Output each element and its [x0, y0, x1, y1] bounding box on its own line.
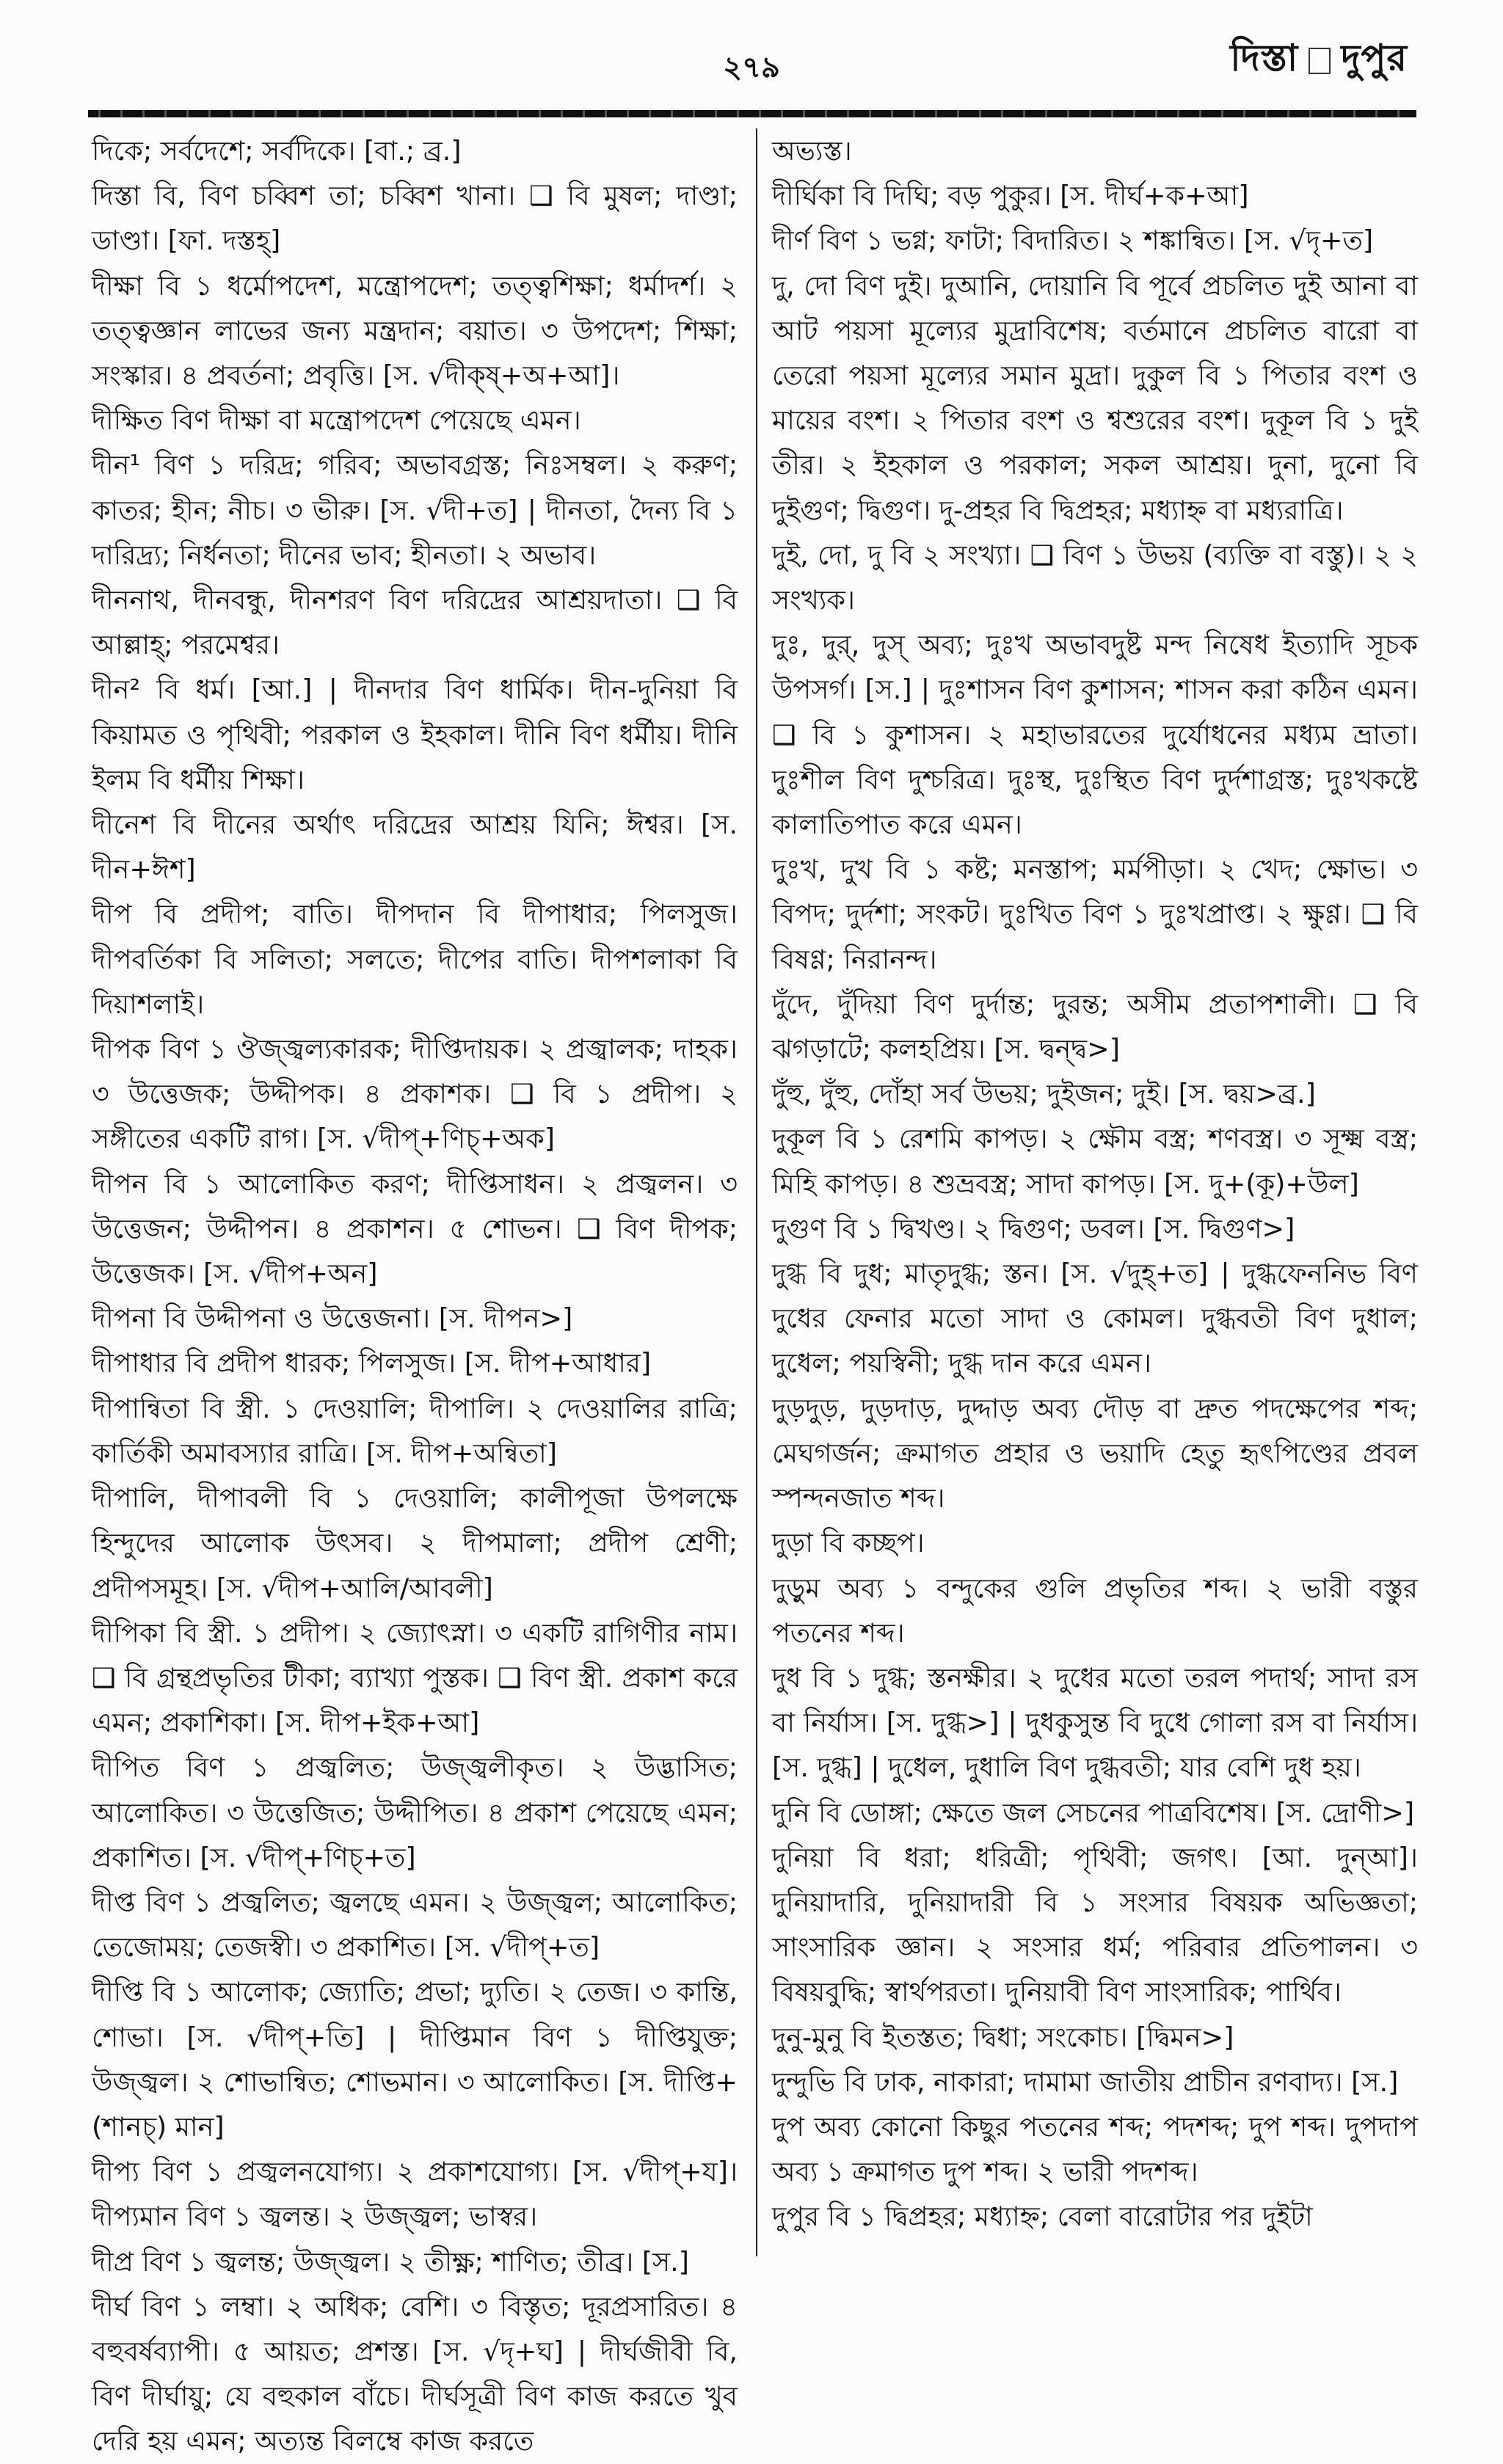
dictionary-entry: দীপ্র বিণ ১ জ্বলন্ত; উজ্জ্বল। ২ তীক্ষ্ণ; শাণিত; তীব্র। [স.] — [92, 2245, 689, 2278]
dictionary-entry: দীপন বি ১ আলোকিত করণ; দীপ্তিসাধন। ২ প্রজ্বলন। ৩ উত্তেজন; উদ্দীপন। ৪ প্রকাশন। ৫ শোভন। ❑ বিণ দীপক; উত্তেজক। [স. √দীপ+অন] — [92, 1167, 738, 1290]
running-head — [1230, 31, 1408, 92]
dictionary-entry: দুঁহু, দুঁহু, দোঁহা সর্ব উভয়; দুইজন; দুই। [স. দ্বয়>ব্র.] — [772, 1078, 1316, 1110]
dictionary-entry: দীননাথ, দীনবন্ধু, দীনশরণ বিণ দরিদ্রের আশ্রয়দাতা। ❑ বি আল্লাহ্; পরমেশ্বর। — [92, 584, 738, 661]
dictionary-entry: দীপ্ত বিণ ১ প্রজ্বলিত; জ্বলছে এমন। ২ উজ্জ্বল; আলোকিত; তেজোময়; তেজস্বী। ৩ প্রকাশিত। [স. √দীপ্+ত] — [92, 1886, 738, 1964]
page-number: ২৭৯ — [723, 51, 780, 84]
dictionary-entry: দীপান্বিতা বি স্ত্রী. ১ দেওয়ালি; দীপালি। ২ দেওয়ালির রাত্রি; কার্তিকী অমাবস্যার রাত্রি। [স. দীপ+অন্বিতা] — [92, 1392, 738, 1469]
dictionary-entry: দুনু-মুনু বি ইতস্তত; দ্বিধা; সংকোচ। [দ্বিমন>] — [772, 2021, 1234, 2053]
dictionary-entry: দীপাধার বি প্রদীপ ধারক; পিলসুজ। [স. দীপ+আধার] — [92, 1347, 652, 1379]
dictionary-entry: দীপক বিণ ১ ঔজ্জ্বল্যকারক; দীপ্তিদায়ক। ২ প্রজ্বালক; দাহক। ৩ উত্তেজক; উদ্দীপক। ৪ প্রকাশক। ❑ বি ১ প্রদীপ। ২ সঙ্গীতের একটি রাগ। [স. √দীপ্+ণিচ্+অক] — [92, 1033, 738, 1155]
dictionary-entry: দীর্ঘিকা বি দিঘি; বড় পুকুর। [স. দীর্ঘ+ক+আ] — [772, 180, 1249, 212]
dictionary-entry: দীক্ষিত বিণ দীক্ষা বা মন্ত্রোপদেশ পেয়েছে এমন। — [92, 404, 581, 437]
dictionary-entry: দুড়া বি কচ্ছপ। — [772, 1527, 925, 1559]
dictionary-entry: দীন² বি ধর্ম। [আ.] | দীনদার বিণ ধার্মিক। দীন-দুনিয়া বি কিয়ামত ও পৃথিবী; পরকাল ও ইহকাল। দীনি বিণ ধর্মীয়। দীনি ইলম বি ধর্মীয় শিক্ষা। — [92, 674, 738, 795]
dictionary-entry: দুকূল বি ১ রেশমি কাপড়। ২ ক্ষৌম বস্ত্র; শণবস্ত্র। ৩ সূক্ষ্ম বস্ত্র; মিহি কাপড়। ৪ শুভ্রবস্ত্র; সাদা কাপড়। [স. দু+(কূ)+উল] — [772, 1123, 1418, 1200]
dictionary-entry: দীপালি, দীপাবলী বি ১ দেওয়ালি; কালীপূজা উপলক্ষে হিন্দুদের আলোক উৎসব। ২ দীপমালা; প্রদীপ শ্রেণী; প্রদীপসমূহ। [স. √দীপ+আলি/আবলী] — [92, 1482, 738, 1604]
dictionary-entry: দুগুণ বি ১ দ্বিখণ্ড। ২ দ্বিগুণ; ডবল। [স. দ্বিগুণ>] — [772, 1212, 1295, 1244]
first-guide-word: দিস্তা — [1230, 37, 1299, 79]
column-divider — [756, 128, 757, 2256]
dictionary-entry: দুনিয়া বি ধরা; ধরিত্রী; পৃথিবী; জগৎ। [আ. দুন্‌আ]। দুনিয়াদারি, দুনিয়াদারী বি ১ সংসার বিষয়ক অভিজ্ঞতা; সাংসারিক জ্ঞান। ২ সংসার ধর্ম; পরিবার প্রতিপালন। ৩ বিষয়বুদ্ধি; স্বার্থপরতা। দুনিয়াবী বিণ সাংসারিক; পার্থিব। — [772, 1841, 1418, 2008]
dictionary-entry: দীর্ঘ বিণ ১ লম্বা। ২ অধিক; বেশি। ৩ বিস্তৃত; দূরপ্রসারিত। ৪ বহুবর্ষব্যাপী। ৫ আয়ত; প্রশস্ত। [স. √দৃ+ঘ] | দীর্ঘজীবী বি, বিণ দীর্ঘায়ু; যে বহুকাল বাঁচে। দীর্ঘসূত্রী বিণ কাজ করতে খুব দেরি হয় এমন; অত্যন্ত বিলম্বে কাজ করতে — [92, 2290, 738, 2457]
dictionary-entry: দীপনা বি উদ্দীপনা ও উত্তেজনা। [স. দীপন>] — [92, 1302, 573, 1335]
dictionary-entry: দুঁদে, দুঁদিয়া বিণ দুর্দান্ত; দুরন্ত; অসীম প্রতাপশালী। ❑ বি ঝগড়াটে; কলহপ্রিয়। [স. দ্বন্দ্ব>] — [772, 988, 1418, 1065]
dictionary-entry: দু, দো বিণ দুই। দুআনি, দোয়ানি বি পূর্বে প্রচলিত দুই আনা বা আট পয়সা মূল্যের মুদ্রাবিশেষ; বর্তমানে প্রচলিত বারো বা তেরো পয়সা মূল্যের সমান মুদ্রা। দুকুল বি ১ পিতার বংশ ও মায়ের বংশ। ২ পিতার বংশ ও শ্বশুরের বংশ। দুকূল বি ১ দুই তীর। ২ ইহকাল ও পরকাল; সকল আশ্রয়। দুনা, দুনো বি দুইগুণ; দ্বিগুণ। দু-প্রহর বি দ্বিপ্রহর; মধ্যাহ্ন বা মধ্যরাত্রি। — [772, 269, 1418, 526]
dictionary-entry: দুনি বি ডোঙ্গা; ক্ষেতে জল সেচনের পাত্রবিশেষ। [স. দ্রোণী>] — [772, 1796, 1415, 1829]
last-guide-word: দুপুর — [1341, 37, 1408, 79]
dictionary-entry: দীপ্তি বি ১ আলোক; জ্যোতি; প্রভা; দ্যুতি। ২ তেজ। ৩ কান্তি, শোভা। [স. √দীপ্+তি] | দীপ্তিমান বিণ ১ দীপ্তিযুক্ত; উজ্জ্বল। ২ শোভান্বিত; শোভমান। ৩ আলোকিত। [স. দীপ্তি+(শানচ্) মান] — [92, 1976, 738, 2143]
dictionary-entry: দীনেশ বি দীনের অর্থাৎ দরিদ্রের আশ্রয় যিনি; ঈশ্বর। [স. দীন+ঈশ] — [92, 809, 738, 886]
header-rule — [88, 110, 1416, 117]
dictionary-entry: দুধ বি ১ দুগ্ধ; স্তনক্ষীর। ২ দুধের মতো তরল পদার্থ; সাদা রস বা নির্যাস। [স. দুগ্ধ>] | দুধকুসুন্ত বি দুধে গোলা রস বা নির্যাস। [স. দুগ্ধ] | দুধেল, দুধালি বিণ দুগ্ধবতী; যার বেশি দুধ হয়। — [772, 1661, 1418, 1784]
dictionary-entry: দুঃখ, দুখ বি ১ কষ্ট; মনস্তাপ; মর্মপীড়া। ২ খেদ; ক্ষোভ। ৩ বিপদ; দুর্দশা; সংকট। দুঃখিত বিণ ১ দুঃখপ্রাপ্ত। ২ ক্ষুণ্ণ। ❑ বি বিষণ্ণ; নিরানন্দ। — [772, 853, 1418, 975]
separator-box-icon — [1309, 48, 1331, 74]
dictionary-entry: দুন্দুভি বি ঢাক, নাকারা; দামামা জাতীয় প্রাচীন রণবাদ্য। [স.] — [772, 2066, 1399, 2098]
dictionary-entry: দীপিকা বি স্ত্রী. ১ প্রদীপ। ২ জ্যোৎস্না। ৩ একটি রাগিণীর নাম। ❑ বি গ্রন্থপ্রভৃতির টীকা; ব্যাখ্যা পুস্তক। ❑ বিণ স্ত্রী. প্রকাশ করে এমন; প্রকাশিকা। [স. দীপ+ইক+আ] — [92, 1616, 738, 1739]
dictionary-entry: দীন¹ বিণ ১ দরিদ্র; গরিব; অভাবগ্রস্ত; নিঃসম্বল। ২ করুণ; কাতর; হীন; নীচ। ৩ ভীরু। [স. √দী+ত] | দীনতা, দৈন্য বি ১ দারিদ্র্য; নির্ধনতা; দীনের ভাব; হীনতা। ২ অভাব। — [92, 449, 738, 571]
dictionary-entry: দুগ্ধ বি দুধ; মাতৃদুগ্ধ; স্তন। [স. √দুহ্+ত] | দুগ্ধফেননিভ বিণ দুধের ফেনার মতো সাদা ও কোমল। দুগ্ধবতী বিণ দুধাল; দুধেল; পয়স্বিনী; দুগ্ধ দান করে এমন। — [772, 1258, 1418, 1379]
dictionary-entry: দীপিত বিণ ১ প্রজ্বলিত; উজ্জ্বলীকৃত। ২ উদ্ভাসিত; আলোকিত। ৩ উত্তেজিত; উদ্দীপিত। ৪ প্রকাশ পেয়েছে এমন; প্রকাশিত। [স. √দীপ্+ণিচ্+ত] — [92, 1752, 738, 1873]
dictionary-entry: দুড়ুম অব্য ১ বন্দুকের গুলি প্রভৃতির শব্দ। ২ ভারী বস্তুর পতনের শব্দ। — [772, 1572, 1418, 1649]
left-column — [92, 128, 738, 2457]
dictionary-entry: দিস্তা বি, বিণ চব্বিশ তা; চব্বিশ খানা। ❑ বি মুষল; দাণ্ডা; ডাণ্ডা। [ফা. দস্তহ্] — [92, 180, 738, 257]
dictionary-entry: দীক্ষা বি ১ ধর্মোপদেশ, মন্ত্রোপদেশ; তত্ত্বশিক্ষা; ধর্মাদর্শ। ২ তত্ত্বজ্ঞান লাভের জন্য মন্ত্রদান; বয়াত। ৩ উপদেশ; শিক্ষা; সংস্কার। ৪ প্রবর্তনা; প্রবৃত্তি। [স. √দীক্ষ্+অ+আ]। — [92, 269, 738, 392]
dictionary-entry: দুপ অব্য কোনো কিছুর পতনের শব্দ; পদশব্দ; দুপ শব্দ। দুপদাপ অব্য ১ ক্রমাগত দুপ শব্দ। ২ ভারী পদশব্দ। — [772, 2110, 1418, 2188]
dictionary-entry: দীপ বি প্রদীপ; বাতি। দীপদান বি দীপাধার; পিলসুজ। দীপবর্তিকা বি সলিতা; সলতে; দীপের বাতি। দীপশলাকা বি দিয়াশলাই। — [92, 898, 738, 1020]
dictionary-entry: দিকে; সর্বদেশে; সর্বদিকে। [বা.; ব্র.] — [92, 135, 462, 167]
right-column — [772, 128, 1418, 2256]
dictionary-entry: দীর্ণ বিণ ১ ভগ্ন; ফাটা; বিদারিত। ২ শঙ্কান্বিত। [স. √দৃ+ত] — [772, 225, 1374, 257]
dictionary-entry: অভ্যস্ত। — [772, 135, 852, 167]
dictionary-entry: দুই, দো, দু বি ২ সংখ্যা। ❑ বিণ ১ উভয় (ব্যক্তি বা বস্তু)। ২ ২ সংখ্যক। — [772, 539, 1418, 616]
dictionary-entry: দীপ্য বিণ ১ প্রজ্বলনযোগ্য। ২ প্রকাশযোগ্য। [স. √দীপ্+য]। দীপ্যমান বিণ ১ জ্বলন্ত। ২ উজ্জ্বল; ভাস্বর। — [92, 2156, 738, 2233]
dictionary-entry: দুপুর বি ১ দ্বিপ্রহর; মধ্যাহ্ন; বেলা বারোটার পর দুইটা — [772, 2201, 1313, 2233]
dictionary-entry: দুঃ, দুর্, দুস্ অব্য; দুঃখ অভাবদুষ্ট মন্দ নিষেধ ইত্যাদি সূচক উপসর্গ। [স.] | দুঃশাসন বিণ কুশাসন; শাসন করা কঠিন এমন। ❑ বি ১ কুশাসন। ২ মহাভারতের দুর্যোধনের মধ্যম ভ্রাতা। দুঃশীল বিণ দুশ্চরিত্র। দুঃস্থ, দুঃস্থিত বিণ দুর্দশাগ্রস্ত; দুঃখকষ্টে কালাতিপাত করে এমন। — [772, 629, 1418, 841]
dictionary-entry: দুড়দুড়, দুড়দাড়, দুদ্দাড় অব্য দৌড় বা দ্রুত পদক্ষেপের শব্দ; মেঘগর্জন; ক্রমাগত প্রহার ও ভয়াদি হেতু হৃৎপিণ্ডের প্রবল স্পন্দনজাত শব্দ। — [772, 1392, 1418, 1515]
